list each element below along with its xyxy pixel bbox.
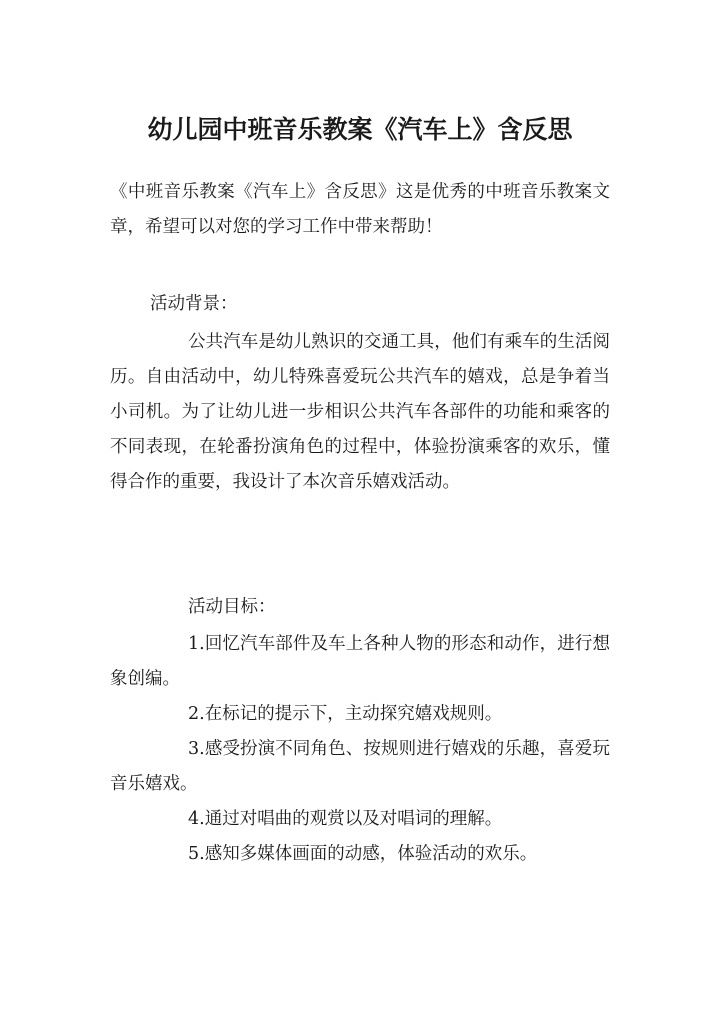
background-paragraph: 公共汽车是幼儿熟识的交通工具，他们有乘车的生活阅历。自由活动中，幼儿特殊喜爱玩公共汽车的嬉戏，总是争着当小司机。为了让幼儿进一步相识公共汽车各部件的功能和乘客的不同表现，在轮番扮演角色的过程中，体验扮演乘客的欢乐，懂得合作的重要，我设计了本次音乐嬉戏活动。 — [110, 332, 610, 492]
background-heading-section — [110, 287, 610, 322]
background-heading: 活动背景： — [150, 294, 238, 314]
goal-item: 3.感受扮演不同角色、按规则进行嬉戏的乐趣，喜爱玩音乐嬉戏。 — [110, 739, 610, 794]
goal-item: 4.通过对唱曲的观赏以及对唱词的理解。 — [188, 809, 503, 829]
intro-paragraph: 《中班音乐教案《汽车上》含反思》这是优秀的中班音乐教案文章，希望可以对您的学习工作中带来帮助！ — [110, 182, 610, 237]
document-title: 幼儿园中班音乐教案《汽车上》含反思 — [147, 115, 573, 144]
goals-heading: 活动目标： — [188, 597, 276, 617]
goal-item: 5.感知多媒体画面的动感，体验活动的欢乐。 — [188, 844, 538, 864]
goals-list — [110, 627, 610, 872]
background-section — [110, 325, 610, 500]
goal-item: 2.在标记的提示下，主动探究嬉戏规则。 — [188, 704, 503, 724]
goals-heading-section — [110, 590, 610, 625]
intro-section — [110, 175, 610, 245]
goal-item: 1.回忆汽车部件及车上各种人物的形态和动作，进行想象创编。 — [110, 634, 610, 689]
